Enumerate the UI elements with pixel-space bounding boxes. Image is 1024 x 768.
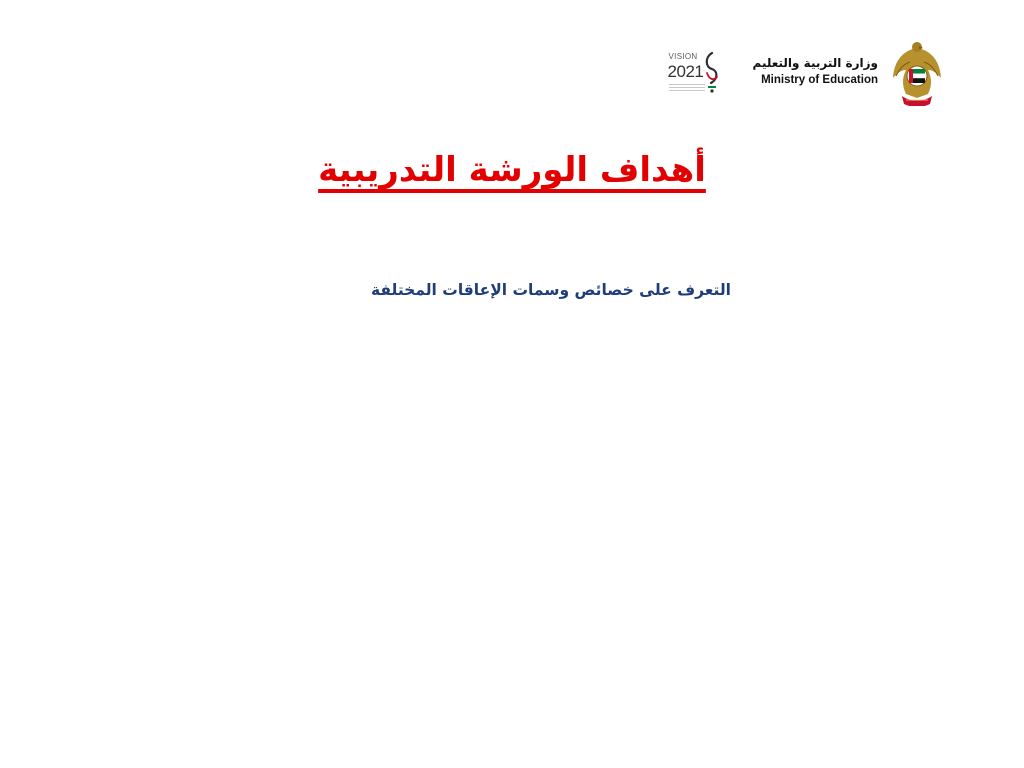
vision-2021-logo-icon <box>703 49 721 95</box>
vision-fineprint-lines <box>669 84 705 98</box>
header-logos <box>665 38 944 106</box>
ministry-name-english: Ministry of Education <box>761 74 878 87</box>
ministry-name-arabic: وزارة التربية والتعليم <box>752 56 878 71</box>
ministry-name <box>753 57 878 87</box>
slide-title <box>0 150 1024 190</box>
vision-year: 2021 <box>667 62 704 81</box>
vision-word: VISION <box>668 52 698 61</box>
slide-title-text: أهداف الورشة التدريبية <box>318 150 706 190</box>
vision-2021-logo <box>665 41 725 103</box>
objective-item: التعرف على خصائص وسمات الإعاقات المختلفة <box>370 281 731 299</box>
uae-falcon-emblem-icon <box>890 38 944 106</box>
